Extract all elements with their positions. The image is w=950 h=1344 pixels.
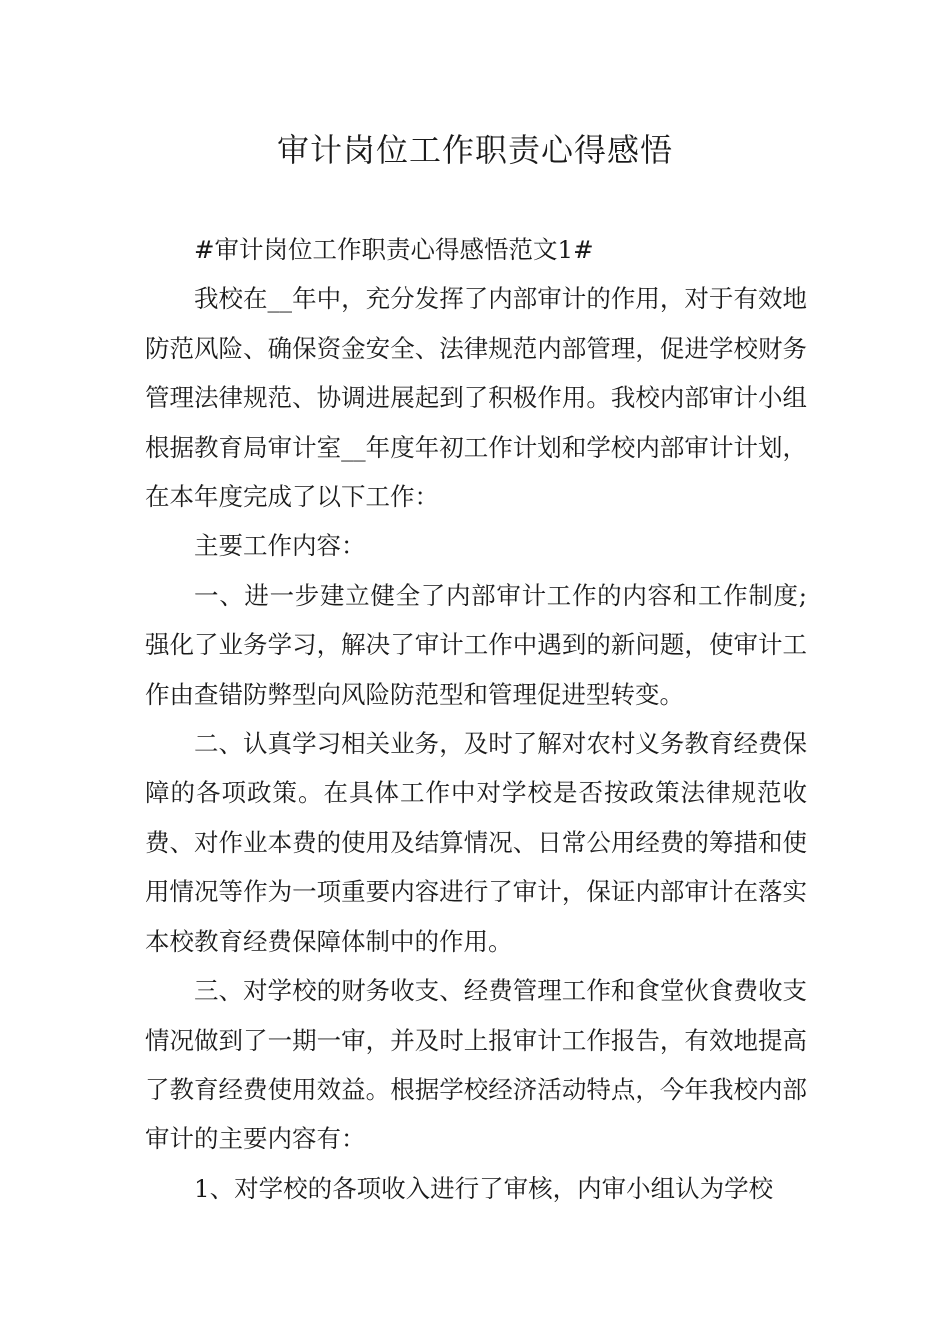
paragraph: 主要工作内容：: [194, 531, 366, 561]
document-title: 审计岗位工作职责心得感悟: [276, 131, 673, 169]
paragraph: 一、进一步建立健全了内部审计工作的内容和工作制度;强化了业务学习，解决了审计工作中遇到的新问题，使审计工作由查错防弊型向风险防范型和管理促进型转变。: [145, 580, 807, 709]
paragraph: 二、认真学习相关业务，及时了解对农村义务教育经费保障的各项政策。在具体工作中对学校是否按政策法律规范收费、对作业本费的使用及结算情况、日常公用经费的筹措和使用情况等作为一项重要内容进行了审计，保证内部审计在落实本校教育经费保障体制中的作用。: [145, 729, 807, 956]
document-body: [145, 225, 807, 1213]
paragraph: 1、对学校的各项收入进行了审核，内审小组认为学校: [194, 1173, 774, 1203]
section-heading: #审计岗位工作职责心得感悟范文1#: [194, 235, 594, 264]
paragraph: 我校在__年中，充分发挥了内部审计的作用，对于有效地防范风险、确保资金安全、法律规范内部管理，促进学校财务管理法律规范、协调进展起到了积极作用。我校内部审计小组根据教育局审计室__年度年初工作计划和学校内部审计计划，在本年度完成了以下工作：: [145, 284, 807, 512]
paragraph: 三、对学校的财务收支、经费管理工作和食堂伙食费收支情况做到了一期一审，并及时上报审计工作报告，有效地提高了教育经费使用效益。根据学校经济活动特点，今年我校内部审计的主要内容有：: [145, 976, 807, 1154]
